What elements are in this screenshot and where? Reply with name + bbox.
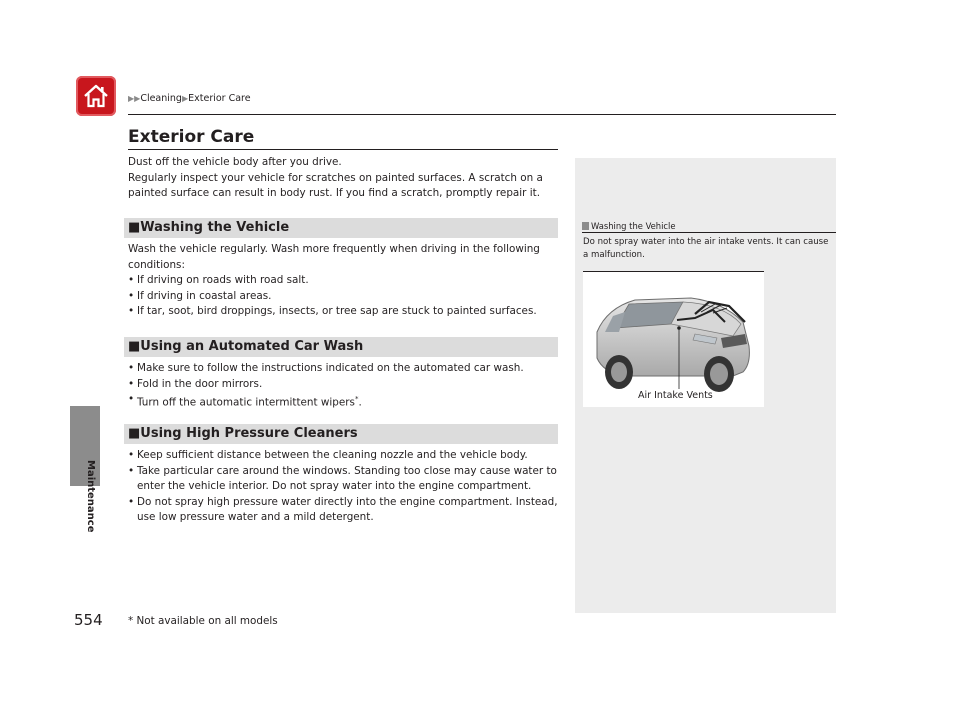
home-icon <box>82 82 110 110</box>
list-item: • If driving in coastal areas. <box>128 289 556 305</box>
footnote: * Not available on all models <box>128 615 278 627</box>
note-title[interactable]: Washing the Vehicle <box>582 221 676 231</box>
list-item: • Take particular care around the windows. Standing too close may cause water to enter the vehicle interior. Do not spray water into the engine compartment. <box>128 464 558 495</box>
header-divider <box>128 114 836 115</box>
breadcrumb <box>128 93 251 104</box>
section-heading-high-pressure: ■Using High Pressure Cleaners <box>124 424 558 444</box>
list-item: • Do not spray high pressure water directly into the engine compartment. Instead, use low pressure water and a mild detergent. <box>128 495 558 526</box>
washing-intro: Wash the vehicle regularly. Wash more frequently when driving in the following conditions: <box>128 243 540 271</box>
breadcrumb-item-exterior-care[interactable]: Exterior Care <box>188 93 251 104</box>
figure-label: Air Intake Vents <box>638 390 713 401</box>
section-washing-body <box>128 242 556 320</box>
breadcrumb-arrow-icon: ▶▶ <box>128 94 141 103</box>
page-title: Exterior Care <box>128 127 255 147</box>
chapter-tab-label: Maintenance <box>85 460 96 533</box>
title-divider <box>128 149 558 150</box>
section-heading-automated-wash: ■Using an Automated Car Wash <box>124 337 558 357</box>
intro-text <box>128 155 556 202</box>
list-item: • Keep sufficient distance between the cleaning nozzle and the vehicle body. <box>128 448 558 464</box>
page-number: 554 <box>74 611 103 629</box>
section-heading-washing: ■Washing the Vehicle <box>124 218 558 238</box>
breadcrumb-arrow-icon: ▶ <box>181 94 189 103</box>
note-divider <box>582 232 836 233</box>
car-illustration <box>583 271 764 407</box>
footnote-marker[interactable]: * <box>354 395 359 403</box>
section-automated-wash-body <box>128 361 556 411</box>
chapter-tab-label-wrap <box>82 460 98 540</box>
intro-line-2: Regularly inspect your vehicle for scratches on painted surfaces. A scratch on a painted surface can result in body rust. If you find a scratch, promptly repair it. <box>128 171 543 199</box>
list-item: • Make sure to follow the instructions indicated on the automated car wash. <box>128 361 556 377</box>
home-button[interactable] <box>76 76 116 116</box>
intro-line-1: Dust off the vehicle body after you drive. <box>128 156 342 168</box>
section-high-pressure-body <box>128 448 558 526</box>
car-drawing <box>583 272 764 407</box>
list-item: • Turn off the automatic intermittent wipers*. <box>128 392 556 411</box>
list-item: • If driving on roads with road salt. <box>128 273 556 289</box>
note-link-icon <box>582 222 589 230</box>
note-text: Do not spray water into the air intake vents. It can cause a malfunction. <box>583 237 829 260</box>
breadcrumb-item-cleaning[interactable]: Cleaning <box>140 93 182 104</box>
list-item: • Fold in the door mirrors. <box>128 377 556 393</box>
list-item: • If tar, soot, bird droppings, insects, or tree sap are stuck to painted surfaces. <box>128 304 556 320</box>
